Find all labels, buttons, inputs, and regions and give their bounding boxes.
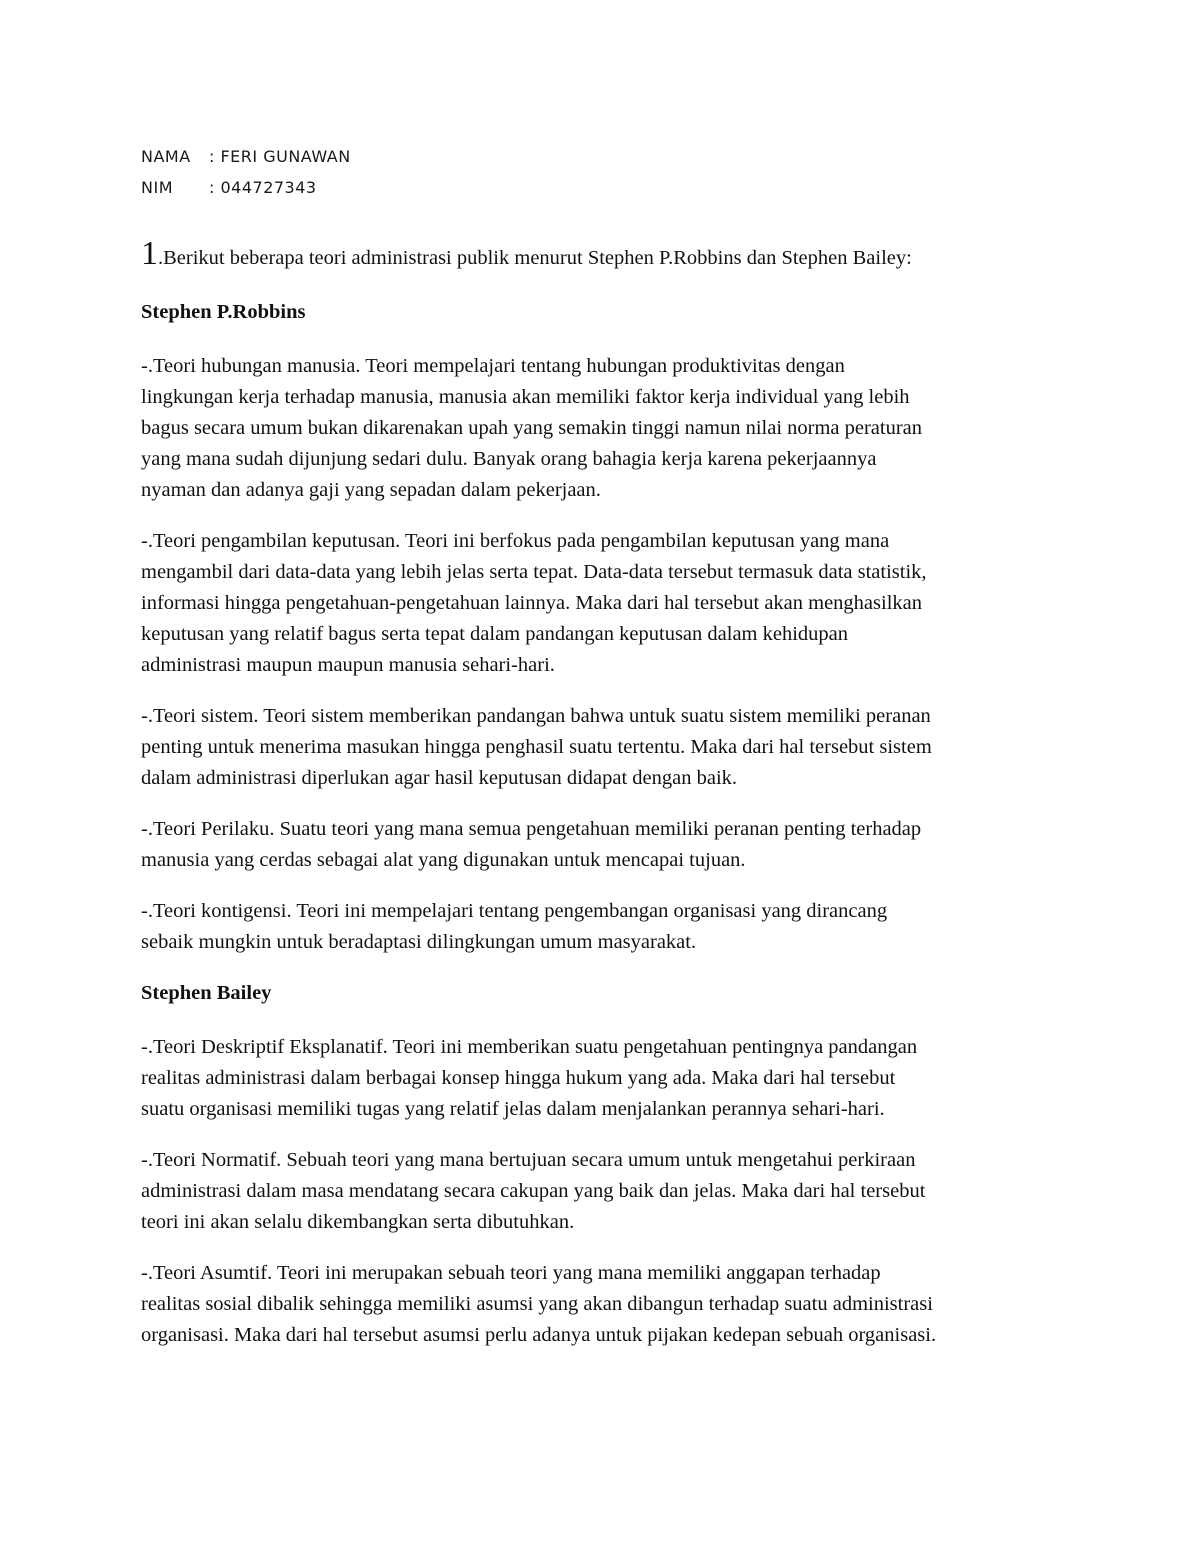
section-heading: Stephen P.Robbins bbox=[141, 301, 306, 323]
section-heading: Stephen Bailey bbox=[141, 982, 272, 1004]
theory-paragraph bbox=[141, 1032, 1066, 1125]
nim-row bbox=[141, 175, 351, 206]
paragraph-line: -.Teori Asumtif. Teori ini merupakan sebuah teori yang mana memiliki anggapan terhadap bbox=[141, 1262, 881, 1284]
student-header bbox=[141, 144, 351, 206]
name-value: : FERI GUNAWAN bbox=[209, 147, 351, 166]
paragraph-line: organisasi. Maka dari hal tersebut asumsi perlu adanya untuk pijakan kedepan sebuah organisasi. bbox=[141, 1324, 937, 1346]
theory-paragraph bbox=[141, 1145, 1066, 1238]
paragraph-line: -.Teori pengambilan keputusan. Teori ini berfokus pada pengambilan keputusan yang mana bbox=[141, 530, 890, 552]
paragraph-line: sebaik mungkin untuk beradaptasi dilingkungan umum masyarakat. bbox=[141, 931, 697, 953]
paragraph-line: -.Teori sistem. Teori sistem memberikan pandangan bahwa untuk suatu sistem memiliki peranan bbox=[141, 705, 931, 727]
paragraph-line: bagus secara umum bukan dikarenakan upah yang semakin tinggi namun nilai norma peraturan bbox=[141, 417, 923, 439]
paragraph-line: yang mana sudah dijunjung sedari dulu. Banyak orang bahagia kerja karena pekerjaannya bbox=[141, 448, 877, 470]
theory-paragraph bbox=[141, 1258, 1066, 1351]
theory-paragraph bbox=[141, 814, 1066, 876]
paragraph-line: nyaman dan adanya gaji yang sepadan dalam pekerjaan. bbox=[141, 479, 601, 501]
paragraph-line: keputusan yang relatif bagus serta tepat dalam pandangan keputusan dalam kehidupan bbox=[141, 623, 849, 645]
theory-paragraph bbox=[141, 526, 1066, 681]
paragraph-line: suatu organisasi memiliki tugas yang relatif jelas dalam menjalankan perannya sehari-hari. bbox=[141, 1098, 885, 1120]
name-label: NAMA bbox=[141, 147, 191, 166]
paragraph-line: lingkungan kerja terhadap manusia, manusia akan memiliki faktor kerja individual yang lebih bbox=[141, 386, 910, 408]
theory-paragraph bbox=[141, 701, 1066, 794]
paragraph-line: realitas sosial dibalik sehingga memiliki asumsi yang akan dibangun terhadap suatu administrasi bbox=[141, 1293, 933, 1315]
document-body bbox=[141, 235, 1066, 1371]
paragraph-line: administrasi maupun maupun manusia sehari-hari. bbox=[141, 654, 555, 676]
paragraph-line: -.Teori Normatif. Sebuah teori yang mana bertujuan secara umum untuk mengetahui perkiraan bbox=[141, 1149, 916, 1171]
paragraph-line: -.Teori kontigensi. Teori ini mempelajari tentang pengembangan organisasi yang dirancang bbox=[141, 900, 888, 922]
paragraph-line: penting untuk menerima masukan hingga penghasil suatu tertentu. Maka dari hal tersebut sistem bbox=[141, 736, 932, 758]
paragraph-line: manusia yang cerdas sebagai alat yang digunakan untuk mencapai tujuan. bbox=[141, 849, 746, 871]
paragraph-line: informasi hingga pengetahuan-pengetahuan lainnya. Maka dari hal tersebut akan menghasilkan bbox=[141, 592, 923, 614]
nim-value: : 044727343 bbox=[209, 178, 317, 197]
name-row bbox=[141, 144, 351, 175]
paragraph-line: -.Teori Deskriptif Eksplanatif. Teori ini memberikan suatu pengetahuan pentingnya pandangan bbox=[141, 1036, 918, 1058]
paragraph-line: dalam administrasi diperlukan agar hasil keputusan didapat dengan baik. bbox=[141, 767, 738, 789]
paragraph-line: -.Teori hubungan manusia. Teori mempelajari tentang hubungan produktivitas dengan bbox=[141, 355, 845, 377]
theory-paragraph bbox=[141, 896, 1066, 958]
paragraph-line: administrasi dalam masa mendatang secara cakupan yang baik dan jelas. Maka dari hal tersebut bbox=[141, 1180, 926, 1202]
paragraph-line: teori ini akan selalu dikembangkan serta dibutuhkan. bbox=[141, 1211, 575, 1233]
paragraph-line: -.Teori Perilaku. Suatu teori yang mana semua pengetahuan memiliki peranan penting terhadap bbox=[141, 818, 922, 840]
question-number: 1 bbox=[141, 235, 158, 272]
theory-sections bbox=[141, 297, 1066, 1351]
question-intro bbox=[141, 235, 1066, 274]
theory-paragraph bbox=[141, 351, 1066, 506]
nim-label: NIM bbox=[141, 178, 173, 197]
paragraph-line: mengambil dari data-data yang lebih jelas serta tepat. Data-data tersebut termasuk data statistik, bbox=[141, 561, 927, 583]
paragraph-line: realitas administrasi dalam berbagai konsep hingga hukum yang ada. Maka dari hal tersebut bbox=[141, 1067, 896, 1089]
question-text: .Berikut beberapa teori administrasi publik menurut Stephen P.Robbins dan Stephen Bailey: bbox=[158, 247, 912, 269]
